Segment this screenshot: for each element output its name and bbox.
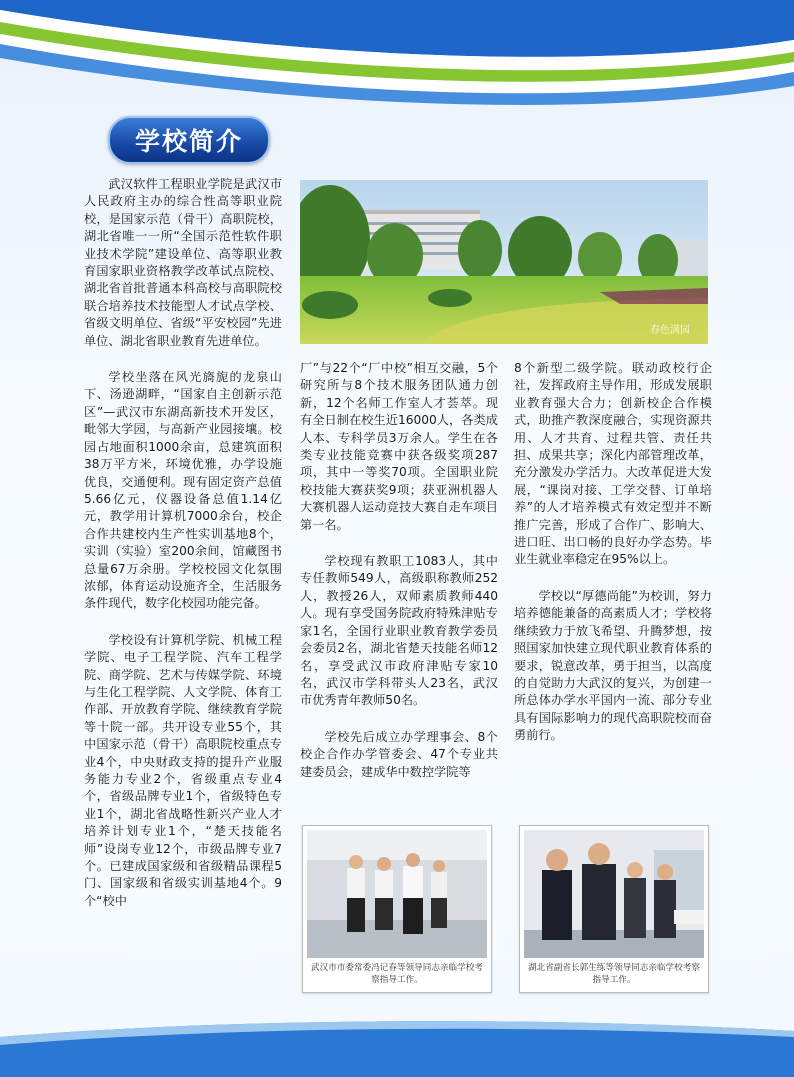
photo-caption-1: 武汉市市委常委冯记春等领导同志亲临学校考察指导工作。	[311, 963, 483, 985]
paragraph: 学校先后成立办学理事会、8个校企合作办学管委会、47个专业共建委员会，建成华中数控学院等	[300, 729, 498, 779]
photo-frame-1	[302, 825, 492, 993]
campus-photo-image	[300, 180, 708, 344]
photo-frame-2	[519, 825, 709, 993]
text-column-3	[514, 360, 712, 764]
paragraph: 学校现有教职工1083人，其中专任教师549人，高级职称教师252人，教授26人，双师素质教师440人。现有享受国务院政府特殊津贴专家1名，全国行业职业教育教学委员会委员2名，湖北省楚天技能名师12名，享受武汉市政府津贴专家10名，武汉市学科带头人23名，武汉市优秀青年教师50名。	[300, 554, 498, 708]
paragraph: 学校设有计算机学院、机械工程学院、电子工程学院、汽车工程学院、商学院、艺术与传媒学院、环境与生化工程学院、人文学院、体育工作部、开放教育学院、继续教育学院等十院一部。共开设专业55个，其中国家示范（骨干）高职院校重点专业4个，中央财政支持的提升产业服务能力专业2个，省级重点专业4个，省级品牌专业1个，省级特色专业1个，湖北省战略性新兴产业人才培养计划专业1个，“楚天技能名师”设岗专业12个，市级品牌专业7个。已建成国家级和省级精品课程5门、国家级和省级实训基地4个。9个“校中	[84, 632, 282, 908]
text-column-2	[300, 360, 498, 800]
paragraph: 学校以“厚德尚能”为校训，努力培养德能兼备的高素质人才；学校将继续致力于放飞希望、升腾梦想，按照国家加快建立现代职业教育体系的要求，锐意改革，勇于担当，以高度的自觉助力大武汉的复兴，为创建一所总体办学水平国内一流、部分专业具有国际影响力的现代高职院校而奋勇前行。	[514, 588, 712, 743]
section-title: 学校简介	[134, 127, 243, 156]
paragraph: 学校坐落在风光旖旎的龙泉山下、汤逊湖畔，“国家自主创新示范区”—武汉市东湖高新技术开发区，毗邻大学园，与高新产业园接壤。校园占地面积1000余亩，总建筑面积38万平方米，环境优雅，办学设施优良，交通便利。现有固定资产总值5.66亿元，仪器设备总值1.14亿元，教学用计算机7000余台，校企合作共建校内生产性实训基地8个，实训（实验）室200余间，馆藏图书总量67万余册。学校校园文化氛围浓郁，体育运动设施齐全，生活服务条件现代，数字化校园功能完备。	[84, 370, 282, 611]
paragraph: 厂”与22个“厂中校”相互交融，5个研究所与8个技术服务团队通力创新，12个名师工作室人才荟萃。现有全日制在校生近16000人，各类成人本、专科学员3万余人。学生在各类专业技能竞赛中获各级奖项287项，其中一等奖70项。全国职业院校技能大赛获奖9项；获亚洲机器人大赛机器人运动竞技大赛自走车项目第一名。	[300, 361, 498, 532]
campus-photo	[300, 180, 708, 344]
section-title-badge	[108, 116, 270, 164]
paragraph: 武汉软件工程职业学院是武汉市人民政府主办的综合性高等职业院校，是国家示范（骨干）高职院校，湖北省唯一一所“全国示范性软件职业技术学院”建设单位、高等职业教育国家职业资格教学改革试点院校、湖北省首批普通本科高校与高职院校联合培养技术技能型人才试点学校、省级文明单位、省级“平安校园”先进单位、湖北省职业教育先进单位。	[84, 177, 282, 348]
visit-photo-1	[307, 830, 487, 958]
paragraph: 8个新型二级学院。联动政校行企社，发挥政府主导作用，形成发展职业教育强大合力；创新校企合作模式，助推产教深度融合，实现资源共用、人才共育、过程共管、责任共担、成果共享；深化内部管理改革，充分激发办学活力。大改革促进大发展，“课岗对接、工学交替、订单培养”的人才培养模式有效定型并不断推广完善，形成了合作广、影响大、进口旺、出口畅的良好办学态势。毕业生就业率稳定在95%以上。	[514, 361, 712, 567]
bottom-wave-decoration	[0, 1007, 794, 1077]
text-column-1	[84, 176, 282, 929]
visit-photo-2	[524, 830, 704, 958]
photo-caption-2: 湖北省副省长郭生练等领导同志亲临学校考察指导工作。	[528, 963, 700, 985]
top-wave-decoration	[0, 0, 794, 120]
photo-credit: 春色满园	[650, 325, 690, 336]
